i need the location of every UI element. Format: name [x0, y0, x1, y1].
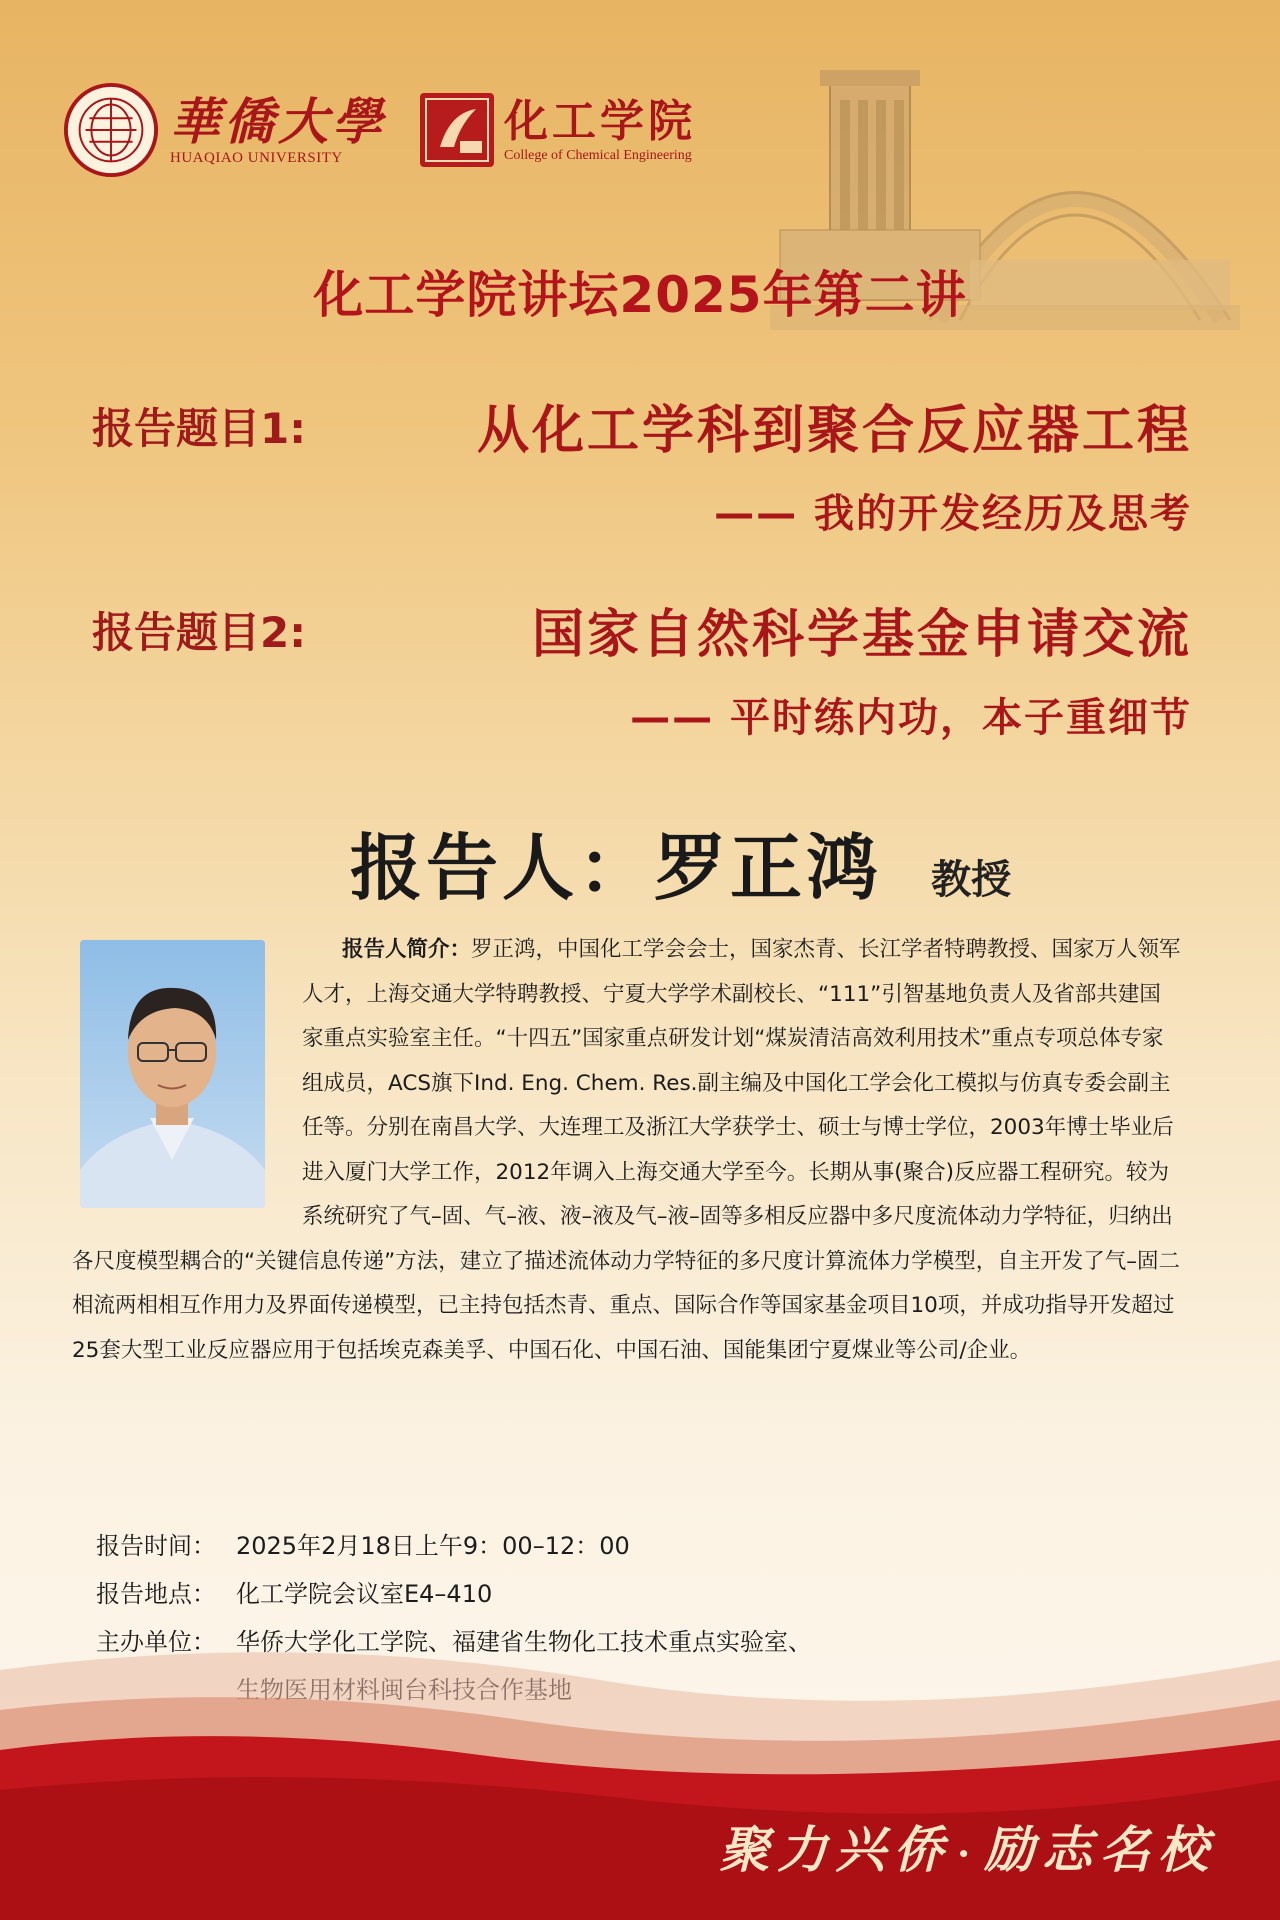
- college-name-en: College of Chemical Engineering: [504, 148, 692, 163]
- bio-text: 罗正鸿，中国化工学会会士，国家杰青、长江学者特聘教授、国家万人领军人才，上海交通大学特聘教授、宁夏大学学术副校长、“111”引智基地负责人及省部共建国家重点实验室主任。“十四五”国家重点研发计划“煤炭清洁高效利用技术”重点专项总体专家组成员，ACS旗下Ind. Eng. Chem. Res.副主编及中国化工学会化工模拟与仿真专委会副主任等。分别在南昌大学、大连理工及浙江大学获学士、硕士与博士学位，2003年博士毕业后进入厦门大学工作，2012年调入上海交通大学至今。长期从事(聚合)反应器工程研究。较为系统研究了气–固、气–液、液–液及气–液–固等多相反应器中多尺度流体动力学特征，归纳出各尺度模型耦合的“关键信息传递”方法，建立了描述流体动力学特征的多尺度计算流体力学模型，自主开发了气–固二相流两相相互作用力及界面传递模型，已主持包括杰青、重点、国际合作等国家基金项目10项，并成功指导开发超过25套大型工业反应器应用于包括埃克森美孚、中国石化、中国石油、国能集团宁夏煤业等公司/企业。: [72, 937, 1181, 1363]
- college-name-cn: 化工学院: [504, 96, 696, 147]
- speaker-name: 报告人：罗正鸿: [350, 825, 883, 910]
- motto-right: 励志名校: [984, 1820, 1216, 1879]
- place-value: 化工学院会议室E4–410: [236, 1580, 493, 1608]
- host-label: 主办单位：: [96, 1628, 216, 1656]
- huaqiao-wordmark: [170, 91, 386, 167]
- university-name-en: HUAQIAO UNIVERSITY: [170, 149, 343, 166]
- speaker-title: 教授: [931, 856, 1012, 903]
- topic-2-title: 国家自然科学基金申请交流: [531, 605, 1192, 665]
- topic-2-subtitle: —— 平时练内功，本子重细节: [630, 695, 1192, 741]
- motto: [719, 1810, 1216, 1882]
- topic-1-title: 从化工学科到聚合反应器工程: [476, 401, 1192, 461]
- photo-spacer: [72, 928, 302, 1198]
- time-label: 报告时间：: [96, 1532, 216, 1560]
- logo-row: [62, 80, 696, 180]
- topic-1: [92, 388, 1192, 538]
- topic-1-subtitle: —— 我的开发经历及思考: [714, 491, 1192, 537]
- college-badge-icon: [420, 93, 494, 167]
- speaker-bio: [72, 928, 1182, 1373]
- huaqiao-university-seal-icon: [62, 81, 160, 179]
- host-value-1: 华侨大学化工学院、福建省生物化工技术重点实验室、: [236, 1628, 812, 1656]
- topic-2: [92, 592, 1192, 742]
- speaker-line: [350, 810, 1011, 914]
- motto-separator: •: [957, 1842, 978, 1866]
- place-row: [96, 1570, 812, 1618]
- time-value: 2025年2月18日上午9：00–12：00: [236, 1532, 630, 1560]
- university-name-cn: 華僑大學: [170, 91, 386, 151]
- place-label: 报告地点：: [96, 1580, 216, 1608]
- topic-2-label: 报告题目2:: [92, 608, 307, 657]
- motto-left: 聚力兴侨: [719, 1820, 952, 1879]
- topic-1-label: 报告题目1:: [92, 404, 307, 453]
- bio-label: 报告人简介：: [342, 937, 472, 962]
- college-wordmark: [504, 96, 696, 164]
- time-row: [96, 1522, 812, 1570]
- series-title: 化工学院讲坛2025年第二讲: [313, 266, 967, 324]
